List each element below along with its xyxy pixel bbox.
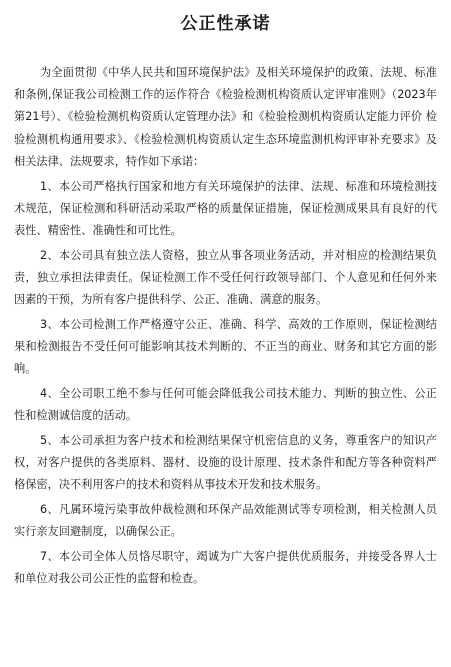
commitment-paragraph-7: 7、本公司全体人员恪尽职守，竭诚为广大客户提供优质服务，并接受各界人士和单位对我公司公正性的监督和检查。 xyxy=(14,549,437,585)
intro-paragraph: 为全面贯彻《中华人民共和国环境保护法》及相关环境保护的政策、法规、标准和条例,保证我公司检测工作的运作符合《检验检测机构资质认定评审准则》（2023年第21号）、《检验检测机构资质认定管理办法》和《检验检测机构资质认定能力评价 检验检测机构通用要求》、《检验检测机构资质认定生态环境监测机构评审补充要求》及相关法律、法规要求，特作如下承诺： xyxy=(14,66,437,168)
commitment-paragraph-2: 2、本公司具有独立法人资格，独立从事各项业务活动，并对相应的检测结果负责，独立承担法律责任。保证检测工作不受任何行政领导部门、个人意见和任何外来因素的干预，为所有客户提供科学、公正、准确、满意的服务。 xyxy=(14,248,437,307)
commitment-paragraph-4: 4、全公司职工绝不参与任何可能会降低我公司技术能力、判断的独立性、公正性和检测诚信度的活动。 xyxy=(14,386,437,423)
commitment-paragraph-6: 6、凡属环境污染事故仲裁检测和环保产品效能测试等专项检测，相关检测人员实行亲友回避制度，以确保公正。 xyxy=(14,502,437,539)
commitment-paragraph-5: 5、本公司承担为客户技术和检测结果保守机密信息的义务，尊重客户的知识产权，对客户提供的各类原料、器材、设施的设计原理、技术条件和配方等各种资料严格保密，决不利用客户的技术和资料从事技术开发和技术服务。 xyxy=(14,433,437,492)
commitment-paragraph-1: 1、本公司严格执行国家和地方有关环境保护的法律、法规、标准和环境检测技术规范，保证检测和科研活动采取严格的质量保证措施，保证检测成果具有良好的代表性、精密性、准确性和可比性。 xyxy=(14,179,437,237)
document-title: 公正性承诺 xyxy=(180,14,271,34)
document-body xyxy=(14,62,437,593)
commitment-paragraph-3: 3、本公司检测工作严格遵守公正、准确、科学、高效的工作原则，保证检测结果和检测报告不受任何可能影响其技术判断的、不正当的商业、财务和其它方面的影响。 xyxy=(14,317,437,376)
